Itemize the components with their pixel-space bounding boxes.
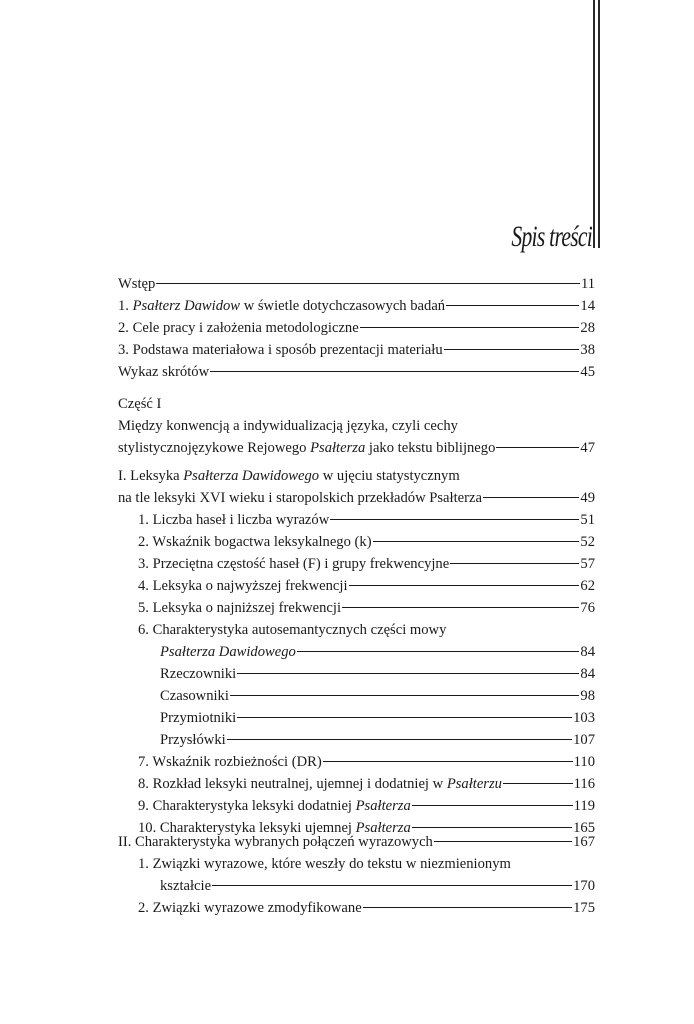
dot-leader — [503, 783, 573, 784]
page-edge-line — [593, 0, 595, 248]
toc-entry-ch1-item-6-line1: 6. Charakterystyka autosemantycznych części mowy — [138, 622, 447, 638]
page-edge-line — [598, 0, 600, 248]
dot-leader — [450, 563, 579, 564]
dot-leader — [483, 497, 579, 498]
toc-entry-przyslowki[interactable]: Przysłówki 107 — [160, 729, 595, 751]
page-number: 47 — [580, 440, 595, 456]
toc-entry-ch1-item-8[interactable]: 8. Rozkład leksyki neutralnej, ujemnej i dodatniej w Psałterzu 116 — [138, 773, 595, 795]
toc-entry-ch1-item-5[interactable]: 5. Leksyka o najniższej frekwencji 76 — [138, 597, 595, 619]
page-number: 107 — [573, 732, 595, 748]
page-number: 116 — [573, 776, 595, 792]
page-number: 167 — [573, 834, 595, 850]
toc-entry-przymiotniki[interactable]: Przymiotniki 103 — [160, 707, 595, 729]
toc-entry-ch1-item-2[interactable]: 2. Wskaźnik bogactwa leksykalnego (k) 52 — [138, 531, 595, 553]
page-number: 14 — [580, 298, 595, 314]
page-number: 62 — [580, 578, 595, 594]
part-heading: Część I — [118, 396, 162, 412]
dot-leader — [434, 841, 572, 842]
part-title-line: Między konwencją a indywidualizacją języka, czyli cechy — [118, 418, 458, 434]
toc-entry-intro-2[interactable]: 2. Cele pracy i założenia metodologiczne 28 — [118, 317, 595, 339]
dot-leader — [237, 673, 579, 674]
page-number: 170 — [573, 878, 595, 894]
toc-entry-ch1-item-3[interactable]: 3. Przeciętna częstość haseł (F) i grupy frekwencyjne 57 — [138, 553, 595, 575]
toc-entry-ch2-item-1[interactable]: kształcie 170 — [160, 875, 595, 897]
page-number: 98 — [580, 688, 595, 704]
toc-entry-ch2-item-1-line1: 1. Związki wyrazowe, które weszły do tekstu w niezmienionym — [138, 856, 511, 872]
page-number: 28 — [580, 320, 595, 336]
toc-entry-wykaz-skrotow[interactable]: Wykaz skrótów 45 — [118, 361, 595, 383]
dot-leader — [323, 761, 573, 762]
page-number: 84 — [580, 644, 595, 660]
dot-leader — [237, 717, 572, 718]
dot-leader — [227, 739, 572, 740]
page-number: 38 — [580, 342, 595, 358]
toc-entry-ch2-item-2[interactable]: 2. Związki wyrazowe zmodyfikowane 175 — [138, 897, 595, 919]
dot-leader — [360, 327, 580, 328]
dot-leader — [330, 519, 579, 520]
toc-entry-ch1-item-6[interactable]: Psałterza Dawidowego 84 — [160, 641, 595, 663]
dot-leader — [297, 651, 580, 652]
dot-leader — [156, 283, 580, 284]
toc-entry-czasowniki[interactable]: Czasowniki 98 — [160, 685, 595, 707]
toc-entry-ch1-item-1[interactable]: 1. Liczba haseł i liczba wyrazów 51 — [138, 509, 595, 531]
page-number: 110 — [573, 754, 595, 770]
toc-entry-ch1-item-9[interactable]: 9. Charakterystyka leksyki dodatniej Psałterza 119 — [138, 795, 595, 817]
chapter-title-line: I. Leksyka Psałterza Dawidowego w ujęciu statystycznym — [118, 468, 460, 484]
page-number: 103 — [573, 710, 595, 726]
toc-entry-wstep[interactable]: Wstęp 11 — [118, 273, 595, 295]
dot-leader — [412, 805, 573, 806]
toc-entry-chapter1[interactable]: na tle leksyki XVI wieku i staropolskich przekładów Psałterza 49 — [118, 487, 595, 509]
toc-entry-chapter2[interactable]: II. Charakterystyka wybranych połączeń wyrazowych 167 — [118, 831, 595, 853]
dot-leader — [212, 885, 572, 886]
page-number: 119 — [573, 798, 595, 814]
page-number: 49 — [580, 490, 595, 506]
page-number: 165 — [573, 820, 595, 836]
toc-entry-part1[interactable]: stylistycznojęzykowe Rejowego Psałterza jako tekstu biblijnego 47 — [118, 437, 595, 459]
page-number: 11 — [580, 276, 595, 292]
page-number: 76 — [580, 600, 595, 616]
toc-entry-ch1-item-4[interactable]: 4. Leksyka o najwyższej frekwencji 62 — [138, 575, 595, 597]
page-number: 84 — [580, 666, 595, 682]
toc-entry-ch1-item-10[interactable]: 10. Charakterystyka leksyki ujemnej Psałterza 165 — [138, 817, 595, 839]
dot-leader — [363, 907, 572, 908]
dot-leader — [373, 541, 580, 542]
page-title: Spis treści — [511, 220, 592, 253]
dot-leader — [496, 447, 579, 448]
toc-entry-intro-3[interactable]: 3. Podstawa materiałowa i sposób prezentacji materiału 38 — [118, 339, 595, 361]
dot-leader — [349, 585, 580, 586]
dot-leader — [342, 607, 579, 608]
dot-leader — [230, 695, 579, 696]
toc-entry-ch1-item-7[interactable]: 7. Wskaźnik rozbieżności (DR) 110 — [138, 751, 595, 773]
page-number: 45 — [580, 364, 595, 380]
dot-leader — [210, 371, 579, 372]
toc-entry-rzeczowniki[interactable]: Rzeczowniki 84 — [160, 663, 595, 685]
page-number: 52 — [580, 534, 595, 550]
toc-entry-intro-1[interactable]: 1. Psałterz Dawidow w świetle dotychczasowych badań 14 — [118, 295, 595, 317]
dot-leader — [446, 305, 579, 306]
dot-leader — [412, 827, 572, 828]
page-number: 175 — [573, 900, 595, 916]
page-number: 57 — [580, 556, 595, 572]
dot-leader — [444, 349, 580, 350]
page-number: 51 — [580, 512, 595, 528]
